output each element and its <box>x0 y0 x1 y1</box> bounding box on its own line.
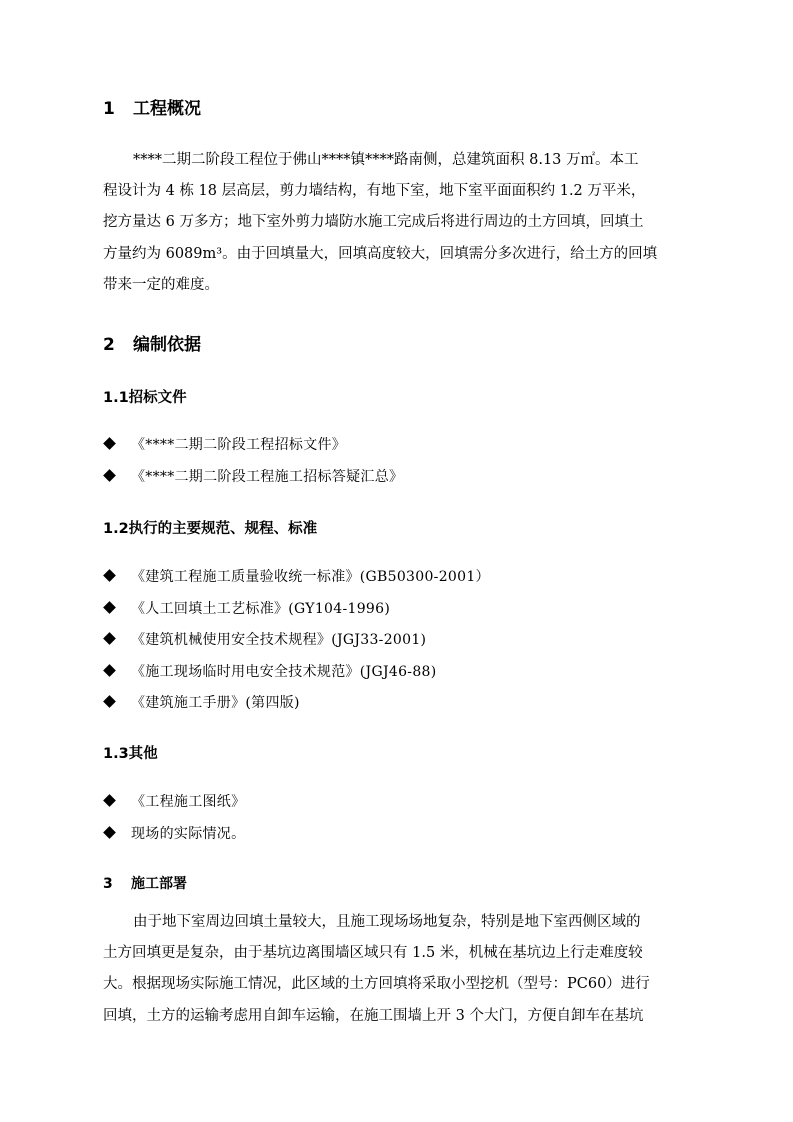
diamond-bullet-icon <box>103 601 116 614</box>
section-1-heading <box>103 98 201 120</box>
subsection-1-2-heading: 1.2执行的主要规范、规程、标准 <box>103 521 318 537</box>
subsection-1-3-list <box>103 787 245 850</box>
section-2-number: 2 <box>103 335 115 355</box>
section-1-title: 工程概况 <box>133 99 201 119</box>
subsection-1-1-heading: 1.1招标文件 <box>103 390 187 406</box>
section-3-heading <box>103 874 187 894</box>
diamond-bullet-icon <box>103 826 116 839</box>
list-item: 《****二期二阶段工程施工招标答疑汇总》 <box>103 462 403 494</box>
paragraph-line: ****二期二阶段工程位于佛山****镇****路南侧，总建筑面积 8.13 万㎡。本工 <box>133 152 639 168</box>
diamond-bullet-icon <box>103 437 116 450</box>
section-3-title: 施工部署 <box>131 876 187 892</box>
paragraph-line: 土方回填更是复杂，由于基坑边离围墙区域只有 1.5 米，机械在基坑边上行走难度较 <box>103 945 643 962</box>
diamond-bullet-icon <box>103 469 116 482</box>
paragraph-line: 大。根据现场实际施工情况，此区域的土方回填将采取小型挖机（型号：PC60）进行 <box>103 976 650 993</box>
section-3-paragraph <box>103 907 693 1032</box>
list-item: 《工程施工图纸》 <box>103 787 245 819</box>
paragraph-line: 由于地下室周边回填土量较大，且施工现场场地复杂，特别是地下室西侧区域的 <box>133 914 641 930</box>
paragraph-line: 方量约为 6089m³。由于回填量大，回填高度较大，回填需分多次进行，给土方的回填 <box>103 245 658 262</box>
diamond-bullet-icon <box>103 794 116 807</box>
subsection-1-2-list <box>103 562 490 720</box>
list-item: 《建筑工程施工质量验收统一标准》(GB50300-2001） <box>103 562 490 594</box>
diamond-bullet-icon <box>103 695 116 708</box>
paragraph-line: 带来一定的难度。 <box>103 276 219 293</box>
section-1-paragraph <box>103 145 693 301</box>
list-item: 《建筑施工手册》(第四版) <box>103 688 490 720</box>
section-2-heading <box>103 334 201 356</box>
paragraph-line: 程设计为 4 栋 18 层高层，剪力墙结构，有地下室，地下室平面面积约 1.2 万平米， <box>103 183 646 200</box>
list-item: 《人工回填土工艺标准》(GY104-1996) <box>103 594 490 626</box>
list-item: 《****二期二阶段工程招标文件》 <box>103 430 403 462</box>
list-item: 《建筑机械使用安全技术规程》(JGJ33-2001) <box>103 625 490 657</box>
diamond-bullet-icon <box>103 664 116 677</box>
diamond-bullet-icon <box>103 569 116 582</box>
paragraph-line: 回填，土方的运输考虑用自卸车运输，在施工围墙上开 3 个大门，方便自卸车在基坑 <box>103 1007 644 1024</box>
subsection-1-3-heading: 1.3其他 <box>103 746 158 762</box>
list-item: 《施工现场临时用电安全技术规范》(JGJ46-88) <box>103 657 490 689</box>
paragraph-line: 挖方量达 6 万多方；地下室外剪力墙防水施工完成后将进行周边的土方回填，回填土 <box>103 214 644 231</box>
section-3-number: 3 <box>103 876 113 892</box>
section-1-number: 1 <box>103 99 115 119</box>
list-item: 现场的实际情况。 <box>103 819 245 851</box>
subsection-1-1-list <box>103 430 403 493</box>
section-2-title: 编制依据 <box>133 335 201 355</box>
diamond-bullet-icon <box>103 632 116 645</box>
